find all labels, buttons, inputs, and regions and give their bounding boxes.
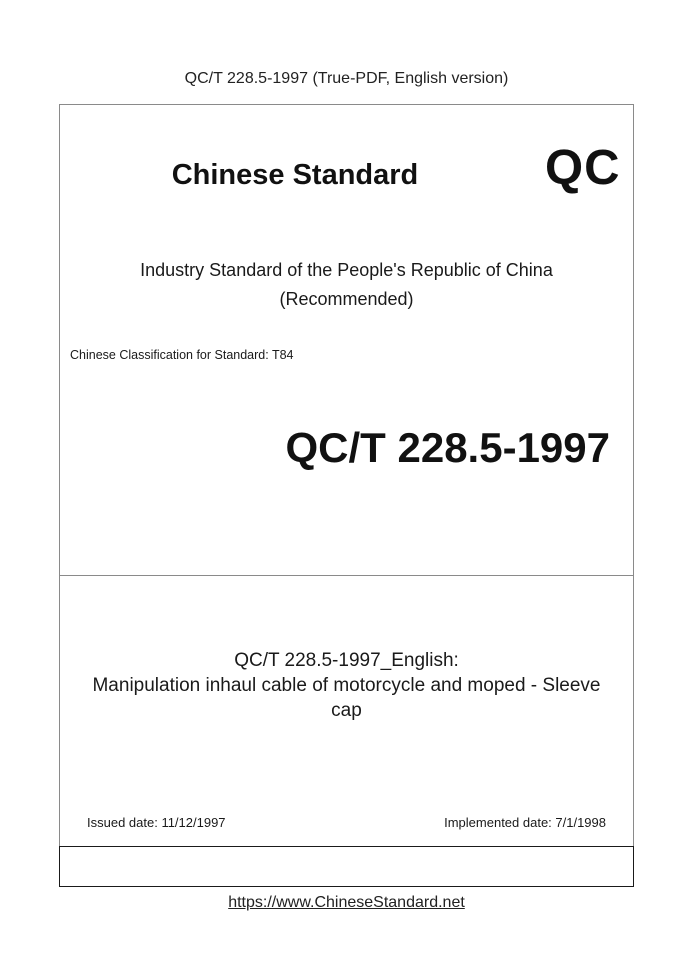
classification-text: Chinese Classification for Standard: T84 <box>70 348 294 362</box>
industry-standard-line: Industry Standard of the People's Republic of China <box>140 260 553 280</box>
document-header: QC/T 228.5-1997 (True-PDF, English version) <box>184 70 509 87</box>
title-line-2: Manipulation inhaul cable of motorcycle and moped - Sleeve <box>92 675 601 696</box>
issued-date: Issued date: 11/12/1997 <box>87 815 226 830</box>
footer <box>0 893 693 913</box>
recommended-line: (Recommended) <box>279 289 414 309</box>
section-divider <box>60 575 633 576</box>
website-link[interactable]: https://www.ChineseStandard.net <box>228 894 465 911</box>
standard-number: QC/T 228.5-1997 <box>285 424 610 471</box>
title-line-1: QC/T 228.5-1997_English: <box>234 650 459 671</box>
implemented-date: Implemented date: 7/1/1998 <box>444 815 606 830</box>
document-title <box>60 648 633 723</box>
qc-logo: QC <box>545 141 621 195</box>
cover-frame <box>59 104 634 887</box>
bottom-band <box>59 846 634 887</box>
title-line-3: cap <box>331 700 362 721</box>
chinese-standard-heading: Chinese Standard <box>171 159 419 191</box>
